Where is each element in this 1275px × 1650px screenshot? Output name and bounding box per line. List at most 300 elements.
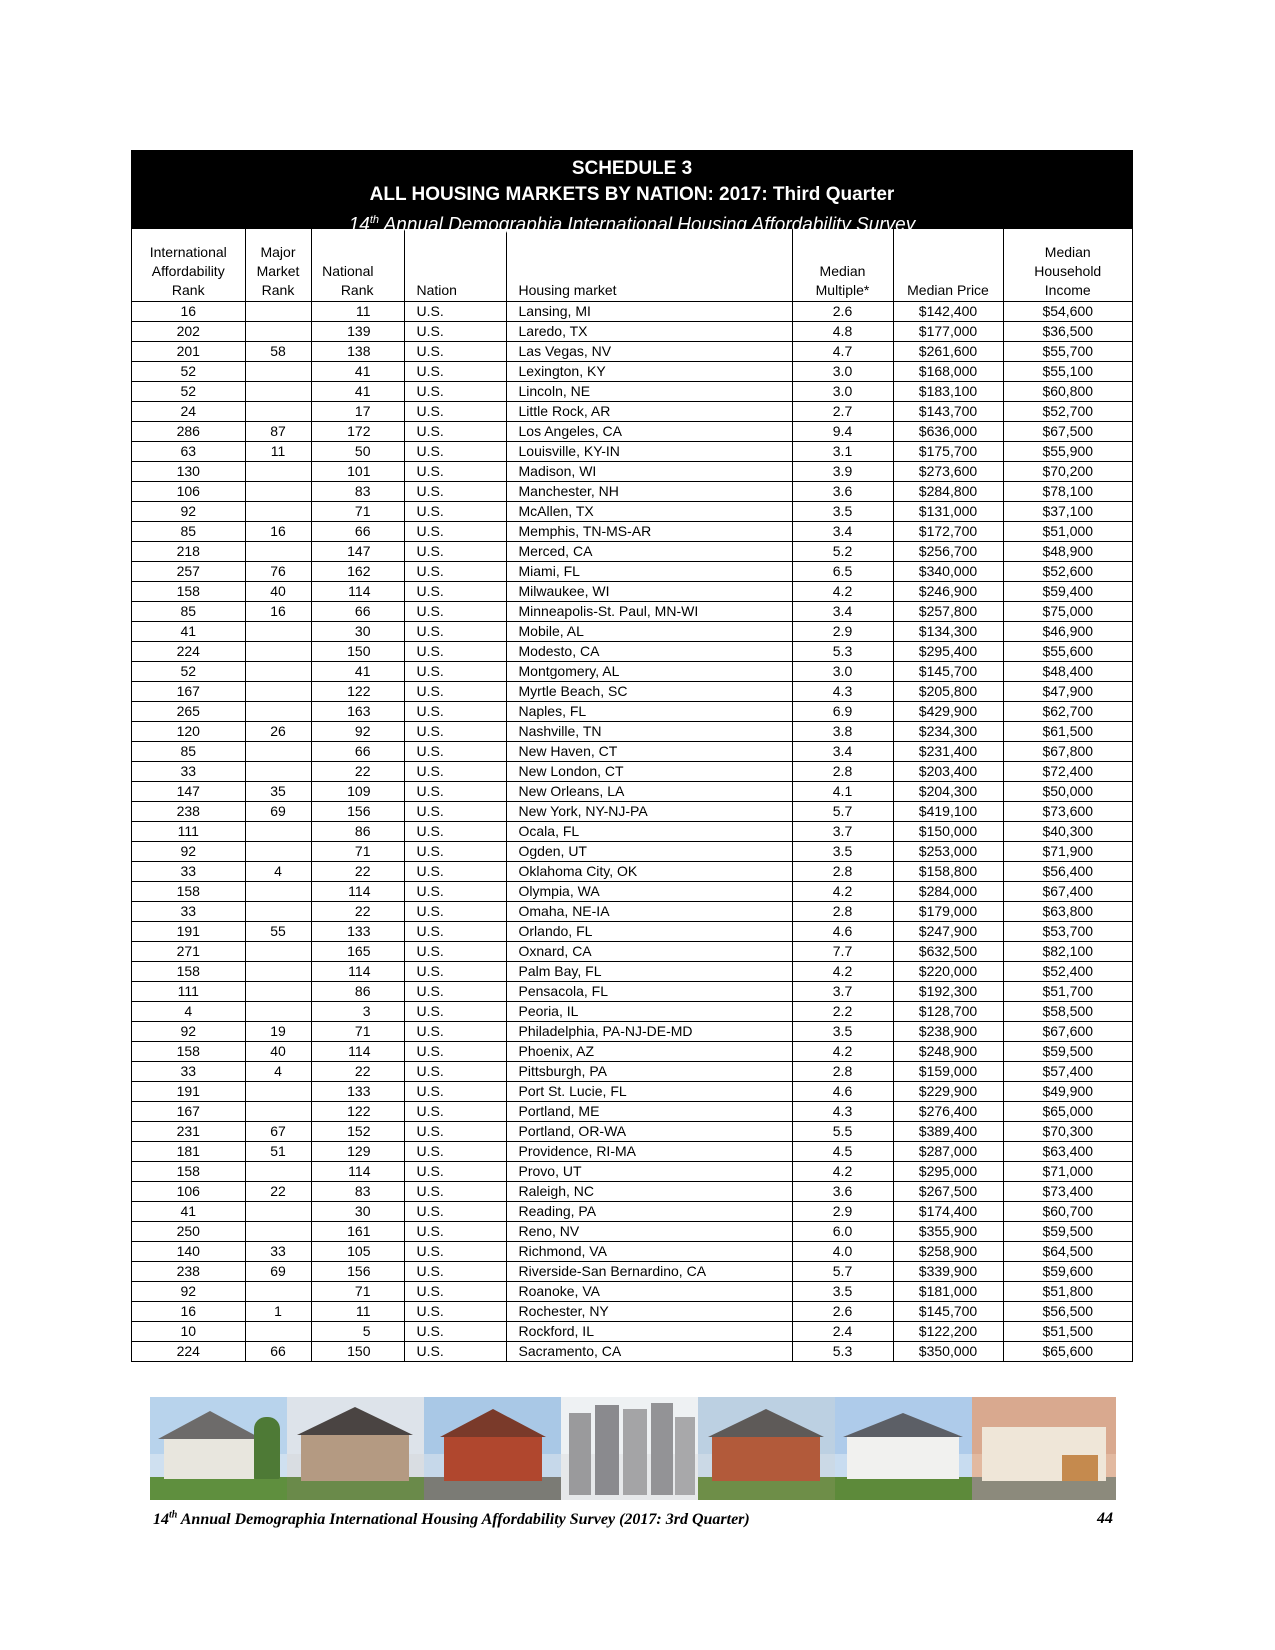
cell-median-income: $59,500 [1003,1222,1132,1242]
cell-intl-rank: 33 [132,902,245,922]
cell-housing-market: Memphis, TN-MS-AR [506,522,792,542]
cell-intl-rank: 106 [132,1182,245,1202]
cell-median-income: $63,800 [1003,902,1132,922]
cell-housing-market: Rockford, IL [506,1322,792,1342]
cell-housing-market: New London, CT [506,762,792,782]
cell-intl-rank: 16 [132,302,245,322]
cell-median-income: $51,500 [1003,1322,1132,1342]
cell-housing-market: Lexington, KY [506,362,792,382]
cell-nation: U.S. [404,942,506,962]
cell-national-rank: 83 [311,482,404,502]
cell-housing-market: Provo, UT [506,1162,792,1182]
cell-major-rank [245,302,311,322]
cell-median-price: $204,300 [893,782,1003,802]
cell-nation: U.S. [404,1122,506,1142]
table-row [132,1042,1132,1062]
cell-major-rank: 76 [245,562,311,582]
cell-housing-market: Ocala, FL [506,822,792,842]
cell-major-rank [245,902,311,922]
cell-intl-rank: 106 [132,482,245,502]
table-row [132,562,1132,582]
cell-intl-rank: 202 [132,322,245,342]
header-row [132,229,1132,302]
cell-median-multiple: 5.7 [792,1262,893,1282]
cell-housing-market: Montgomery, AL [506,662,792,682]
cell-intl-rank: 158 [132,882,245,902]
col-national-rank: National Rank [311,229,404,302]
cell-median-price: $158,800 [893,862,1003,882]
cell-housing-market: Mobile, AL [506,622,792,642]
cell-intl-rank: 231 [132,1122,245,1142]
house-photo-5 [698,1397,835,1500]
cell-nation: U.S. [404,1302,506,1322]
cell-national-rank: 30 [311,1202,404,1222]
cell-housing-market: Lincoln, NE [506,382,792,402]
table-row [132,1322,1132,1342]
cell-housing-market: Modesto, CA [506,642,792,662]
cell-national-rank: 5 [311,1322,404,1342]
cell-major-rank [245,542,311,562]
cell-median-income: $67,800 [1003,742,1132,762]
cell-median-income: $55,100 [1003,362,1132,382]
cell-median-price: $174,400 [893,1202,1003,1222]
cell-major-rank: 4 [245,1062,311,1082]
cell-nation: U.S. [404,302,506,322]
cell-intl-rank: 16 [132,1302,245,1322]
cell-median-multiple: 4.2 [792,882,893,902]
cell-housing-market: Los Angeles, CA [506,422,792,442]
cell-nation: U.S. [404,1162,506,1182]
house-photo-4 [561,1397,698,1500]
cell-major-rank: 16 [245,522,311,542]
cell-major-rank: 19 [245,1022,311,1042]
cell-nation: U.S. [404,1042,506,1062]
cell-median-income: $60,700 [1003,1202,1132,1222]
cell-national-rank: 11 [311,302,404,322]
cell-housing-market: Manchester, NH [506,482,792,502]
cell-median-income: $53,700 [1003,922,1132,942]
cell-nation: U.S. [404,882,506,902]
cell-national-rank: 114 [311,882,404,902]
cell-intl-rank: 286 [132,422,245,442]
table-row [132,942,1132,962]
table-row [132,702,1132,722]
cell-housing-market: Portland, OR-WA [506,1122,792,1142]
table-row [132,622,1132,642]
cell-national-rank: 161 [311,1222,404,1242]
cell-housing-market: Oxnard, CA [506,942,792,962]
cell-median-multiple: 4.2 [792,1162,893,1182]
cell-national-rank: 11 [311,1302,404,1322]
cell-median-price: $172,700 [893,522,1003,542]
cell-median-multiple: 3.4 [792,742,893,762]
cell-major-rank [245,842,311,862]
cell-national-rank: 71 [311,842,404,862]
housing-markets-table [132,229,1132,1362]
cell-housing-market: Palm Bay, FL [506,962,792,982]
cell-median-income: $63,400 [1003,1142,1132,1162]
cell-housing-market: Portland, ME [506,1102,792,1122]
cell-median-income: $67,400 [1003,882,1132,902]
cell-nation: U.S. [404,702,506,722]
cell-national-rank: 41 [311,662,404,682]
cell-housing-market: Las Vegas, NV [506,342,792,362]
cell-median-price: $168,000 [893,362,1003,382]
cell-median-price: $284,000 [893,882,1003,902]
cell-nation: U.S. [404,1322,506,1342]
cell-nation: U.S. [404,422,506,442]
house-photo-6 [835,1397,972,1500]
cell-housing-market: Reno, NV [506,1222,792,1242]
table-row [132,1062,1132,1082]
cell-housing-market: Madison, WI [506,462,792,482]
cell-national-rank: 138 [311,342,404,362]
cell-median-multiple: 3.5 [792,1022,893,1042]
table-row [132,742,1132,762]
table-row [132,1162,1132,1182]
cell-national-rank: 152 [311,1122,404,1142]
cell-median-income: $75,000 [1003,602,1132,622]
cell-national-rank: 22 [311,862,404,882]
cell-national-rank: 114 [311,1162,404,1182]
cell-median-income: $67,500 [1003,422,1132,442]
cell-median-income: $62,700 [1003,702,1132,722]
cell-nation: U.S. [404,982,506,1002]
cell-median-multiple: 3.6 [792,482,893,502]
cell-housing-market: Naples, FL [506,702,792,722]
cell-median-price: $122,200 [893,1322,1003,1342]
cell-national-rank: 92 [311,722,404,742]
cell-housing-market: Laredo, TX [506,322,792,342]
page-footer [153,1510,1113,1529]
table-row [132,682,1132,702]
table-row [132,522,1132,542]
cell-median-income: $58,500 [1003,1002,1132,1022]
cell-housing-market: Richmond, VA [506,1242,792,1262]
cell-intl-rank: 52 [132,662,245,682]
cell-median-price: $177,000 [893,322,1003,342]
cell-median-multiple: 4.6 [792,1082,893,1102]
footer-title: 14th Annual Demographia International Housing Affordability Survey (2017: 3rd Quarter) [153,1510,750,1529]
cell-median-price: $205,800 [893,682,1003,702]
cell-housing-market: Orlando, FL [506,922,792,942]
cell-median-income: $70,200 [1003,462,1132,482]
table-row [132,922,1132,942]
cell-median-multiple: 3.5 [792,842,893,862]
cell-housing-market: New York, NY-NJ-PA [506,802,792,822]
cell-housing-market: Philadelphia, PA-NJ-DE-MD [506,1022,792,1042]
table-row [132,962,1132,982]
cell-major-rank [245,642,311,662]
cell-median-income: $57,400 [1003,1062,1132,1082]
cell-intl-rank: 130 [132,462,245,482]
cell-median-multiple: 4.2 [792,582,893,602]
cell-median-price: $231,400 [893,742,1003,762]
table-row [132,1342,1132,1362]
cell-median-price: $247,900 [893,922,1003,942]
cell-median-price: $183,100 [893,382,1003,402]
cell-median-price: $246,900 [893,582,1003,602]
cell-housing-market: Miami, FL [506,562,792,582]
cell-major-rank [245,462,311,482]
cell-housing-market: New Haven, CT [506,742,792,762]
cell-nation: U.S. [404,962,506,982]
table-row [132,602,1132,622]
cell-nation: U.S. [404,842,506,862]
cell-major-rank: 33 [245,1242,311,1262]
cell-housing-market: Ogden, UT [506,842,792,862]
cell-nation: U.S. [404,902,506,922]
cell-median-price: $131,000 [893,502,1003,522]
cell-major-rank [245,1082,311,1102]
col-median-multiple: Median Multiple* [792,229,893,302]
cell-median-price: $267,500 [893,1182,1003,1202]
table-row [132,762,1132,782]
cell-median-multiple: 3.7 [792,822,893,842]
cell-national-rank: 17 [311,402,404,422]
table-row [132,462,1132,482]
cell-median-multiple: 4.3 [792,682,893,702]
table-body [132,302,1132,1362]
cell-major-rank [245,742,311,762]
cell-median-income: $78,100 [1003,482,1132,502]
cell-intl-rank: 167 [132,1102,245,1122]
cell-national-rank: 129 [311,1142,404,1162]
cell-national-rank: 22 [311,902,404,922]
cell-intl-rank: 250 [132,1222,245,1242]
cell-median-price: $253,000 [893,842,1003,862]
cell-major-rank: 66 [245,1342,311,1362]
cell-major-rank [245,402,311,422]
cell-nation: U.S. [404,662,506,682]
cell-intl-rank: 265 [132,702,245,722]
table-row [132,482,1132,502]
cell-median-income: $55,600 [1003,642,1132,662]
table-row [132,722,1132,742]
cell-median-price: $143,700 [893,402,1003,422]
cell-national-rank: 30 [311,622,404,642]
cell-nation: U.S. [404,1262,506,1282]
cell-national-rank: 109 [311,782,404,802]
table-row [132,862,1132,882]
cell-national-rank: 22 [311,762,404,782]
cell-major-rank [245,362,311,382]
table-row [132,1262,1132,1282]
cell-nation: U.S. [404,822,506,842]
cell-housing-market: Myrtle Beach, SC [506,682,792,702]
cell-major-rank [245,382,311,402]
cell-median-income: $51,800 [1003,1282,1132,1302]
cell-median-income: $47,900 [1003,682,1132,702]
cell-intl-rank: 158 [132,1162,245,1182]
cell-median-price: $257,800 [893,602,1003,622]
cell-major-rank [245,662,311,682]
cell-median-income: $82,100 [1003,942,1132,962]
cell-nation: U.S. [404,1002,506,1022]
cell-national-rank: 71 [311,1022,404,1042]
table-row [132,582,1132,602]
cell-national-rank: 41 [311,382,404,402]
cell-median-price: $248,900 [893,1042,1003,1062]
cell-median-income: $50,000 [1003,782,1132,802]
cell-median-multiple: 3.5 [792,1282,893,1302]
cell-nation: U.S. [404,682,506,702]
cell-median-income: $48,900 [1003,542,1132,562]
cell-nation: U.S. [404,622,506,642]
cell-median-multiple: 4.6 [792,922,893,942]
house-photo-1 [150,1397,287,1500]
cell-median-multiple: 2.6 [792,302,893,322]
cell-national-rank: 50 [311,442,404,462]
cell-major-rank: 35 [245,782,311,802]
cell-nation: U.S. [404,542,506,562]
cell-intl-rank: 224 [132,1342,245,1362]
cell-national-rank: 41 [311,362,404,382]
cell-median-multiple: 3.4 [792,522,893,542]
cell-nation: U.S. [404,862,506,882]
table-row [132,382,1132,402]
cell-median-multiple: 3.9 [792,462,893,482]
table-row [132,822,1132,842]
cell-median-multiple: 3.7 [792,982,893,1002]
cell-median-multiple: 3.1 [792,442,893,462]
cell-median-multiple: 2.2 [792,1002,893,1022]
table-row [132,1102,1132,1122]
table-row [132,342,1132,362]
cell-median-price: $355,900 [893,1222,1003,1242]
cell-major-rank: 51 [245,1142,311,1162]
cell-housing-market: Reading, PA [506,1202,792,1222]
table-row [132,662,1132,682]
cell-median-income: $54,600 [1003,302,1132,322]
cell-major-rank: 11 [245,442,311,462]
cell-nation: U.S. [404,382,506,402]
cell-median-price: $128,700 [893,1002,1003,1022]
house-photo-3 [424,1397,561,1500]
cell-median-price: $339,900 [893,1262,1003,1282]
cell-intl-rank: 10 [132,1322,245,1342]
cell-housing-market: McAllen, TX [506,502,792,522]
cell-intl-rank: 33 [132,1062,245,1082]
cell-nation: U.S. [404,922,506,942]
cell-median-price: $284,800 [893,482,1003,502]
cell-nation: U.S. [404,602,506,622]
cell-housing-market: Merced, CA [506,542,792,562]
cell-housing-market: Little Rock, AR [506,402,792,422]
cell-major-rank: 1 [245,1302,311,1322]
cell-housing-market: Olympia, WA [506,882,792,902]
cell-median-price: $142,400 [893,302,1003,322]
cell-median-multiple: 2.4 [792,1322,893,1342]
cell-median-income: $55,700 [1003,342,1132,362]
cell-intl-rank: 140 [132,1242,245,1262]
cell-nation: U.S. [404,522,506,542]
cell-housing-market: Minneapolis-St. Paul, MN-WI [506,602,792,622]
cell-housing-market: Pensacola, FL [506,982,792,1002]
cell-median-multiple: 2.7 [792,402,893,422]
cell-intl-rank: 24 [132,402,245,422]
table-row [132,1282,1132,1302]
cell-national-rank: 22 [311,1062,404,1082]
cell-median-price: $192,300 [893,982,1003,1002]
table-row [132,842,1132,862]
cell-major-rank [245,1162,311,1182]
cell-intl-rank: 218 [132,542,245,562]
cell-median-price: $159,000 [893,1062,1003,1082]
cell-intl-rank: 191 [132,922,245,942]
col-major-rank: Major Market Rank [245,229,311,302]
cell-major-rank: 4 [245,862,311,882]
cell-intl-rank: 85 [132,522,245,542]
cell-intl-rank: 92 [132,1282,245,1302]
cell-median-price: $234,300 [893,722,1003,742]
cell-national-rank: 105 [311,1242,404,1262]
table-row [132,422,1132,442]
cell-nation: U.S. [404,1082,506,1102]
cell-intl-rank: 52 [132,382,245,402]
cell-median-income: $73,400 [1003,1182,1132,1202]
cell-intl-rank: 111 [132,822,245,842]
cell-median-income: $48,400 [1003,662,1132,682]
cell-nation: U.S. [404,582,506,602]
cell-national-rank: 114 [311,962,404,982]
cell-major-rank [245,762,311,782]
cell-median-price: $276,400 [893,1102,1003,1122]
cell-nation: U.S. [404,482,506,502]
cell-intl-rank: 85 [132,602,245,622]
cell-major-rank [245,702,311,722]
cell-median-income: $59,400 [1003,582,1132,602]
cell-national-rank: 163 [311,702,404,722]
cell-median-multiple: 4.3 [792,1102,893,1122]
schedule-subtitle: ALL HOUSING MARKETS BY NATION: 2017: Third Quarter [369,184,895,205]
cell-median-income: $71,900 [1003,842,1132,862]
cell-housing-market: New Orleans, LA [506,782,792,802]
table-row [132,1142,1132,1162]
cell-median-income: $40,300 [1003,822,1132,842]
cell-median-multiple: 7.7 [792,942,893,962]
cell-median-multiple: 2.9 [792,1202,893,1222]
cell-major-rank: 40 [245,1042,311,1062]
cell-intl-rank: 257 [132,562,245,582]
cell-median-multiple: 3.5 [792,502,893,522]
cell-housing-market: Rochester, NY [506,1302,792,1322]
title-banner [132,151,1132,236]
cell-nation: U.S. [404,402,506,422]
cell-major-rank: 55 [245,922,311,942]
cell-nation: U.S. [404,442,506,462]
table-row [132,502,1132,522]
cell-national-rank: 66 [311,522,404,542]
cell-median-income: $52,600 [1003,562,1132,582]
survey-title: 14th Annual Demographia International Housing Affordability Survey [348,214,916,236]
cell-median-income: $51,700 [1003,982,1132,1002]
cell-housing-market: Pittsburgh, PA [506,1062,792,1082]
cell-national-rank: 150 [311,1342,404,1362]
cell-national-rank: 66 [311,602,404,622]
cell-intl-rank: 52 [132,362,245,382]
cell-intl-rank: 238 [132,802,245,822]
table-row [132,1222,1132,1242]
cell-major-rank [245,1282,311,1302]
cell-median-price: $256,700 [893,542,1003,562]
cell-housing-market: Oklahoma City, OK [506,862,792,882]
cell-nation: U.S. [404,1342,506,1362]
cell-median-price: $273,600 [893,462,1003,482]
cell-national-rank: 139 [311,322,404,342]
cell-median-multiple: 6.5 [792,562,893,582]
cell-intl-rank: 167 [132,682,245,702]
